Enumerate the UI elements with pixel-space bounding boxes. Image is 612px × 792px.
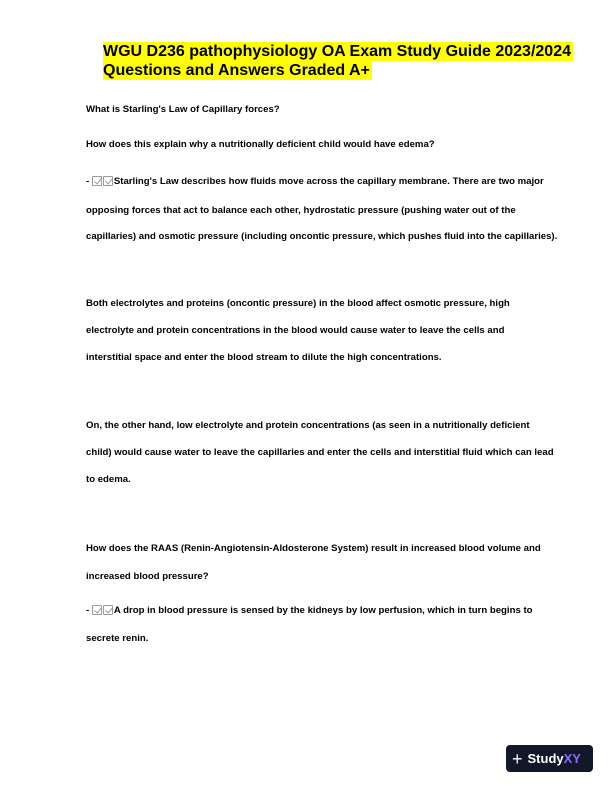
answer-1-line-3: capillaries) and osmotic pressure (including oncontic pressure, which pushes fluid into the capillaries). — [86, 231, 558, 242]
answer-1-para-3-line-1: On, the other hand, low electrolyte and protein concentrations (as seen in a nutritionally deficient — [86, 420, 530, 431]
brand-main: Study — [527, 751, 564, 766]
answer-1-para-2-line-1: Both electrolytes and proteins (oncontic pressure) in the blood affect osmotic pressure, high — [86, 298, 510, 309]
answer-2-line-1 — [86, 605, 533, 617]
answer-1-line-1 — [86, 176, 544, 188]
answer-1-para-2-line-3: interstitial space and enter the blood stream to dilute the high concentrations. — [86, 352, 442, 363]
answer-1-para-3-line-2: child) would cause water to leave the capillaries and enter the cells and interstitial fluid which can lead — [86, 447, 554, 458]
question-2-line-1: How does the RAAS (Renin-Angiotensin-Aldosterone System) result in increased blood volume and — [86, 543, 541, 554]
studyxy-badge[interactable] — [506, 745, 593, 772]
answer-2-line-2: secrete renin. — [86, 633, 149, 644]
brand-accent: XY — [563, 751, 581, 766]
title-line-2: Questions and Answers Graded A+ — [103, 62, 370, 79]
answer-1-text: Starling's Law describes how fluids move across the capillary membrane. There are two major — [113, 176, 544, 187]
bullet-dash: - — [86, 605, 90, 616]
question-2-line-2: increased blood pressure? — [86, 571, 209, 582]
answer-1-para-3-line-3: to edema. — [86, 474, 131, 485]
answer-2-text: A drop in blood pressure is sensed by the kidneys by low perfusion, which in turn begins to — [113, 605, 533, 616]
bullet-dash: - — [86, 176, 90, 187]
answer-1-line-2: opposing forces that act to balance each other, hydrostatic pressure (pushing water out of the — [86, 205, 516, 216]
checkbox-icon — [92, 176, 102, 186]
checkbox-icon — [103, 176, 113, 186]
question-1-line-2: How does this explain why a nutritionally deficient child would have edema? — [86, 139, 435, 150]
checkbox-icon — [103, 605, 113, 615]
checkbox-icon — [92, 605, 102, 615]
plus-icon: + — [512, 748, 523, 769]
question-1-line-1: What is Starling's Law of Capillary forces? — [86, 104, 280, 115]
document-title — [103, 42, 573, 80]
answer-1-para-2-line-2: electrolyte and protein concentrations in the blood would cause water to leave the cells and — [86, 325, 505, 336]
title-line-1: WGU D236 pathophysiology OA Exam Study Guide 2023/2024 — [103, 43, 571, 60]
